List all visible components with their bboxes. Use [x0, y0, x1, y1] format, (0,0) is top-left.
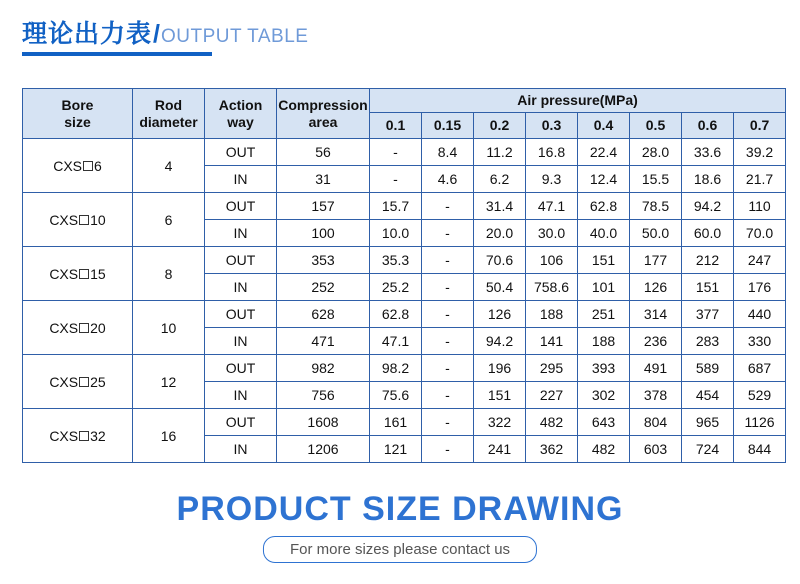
cell-force-value: 1126 [734, 409, 786, 436]
cell-action-way: OUT [205, 247, 277, 274]
cell-force-value: 314 [630, 301, 682, 328]
cell-rod-diameter: 16 [133, 409, 205, 463]
square-glyph-icon [83, 161, 93, 171]
cell-force-value: 6.2 [474, 166, 526, 193]
table-head [23, 89, 786, 139]
footer-title: PRODUCT SIZE DRAWING [176, 490, 624, 528]
cell-compression-area: 100 [277, 220, 370, 247]
column-header-pressure-3: 0.3 [526, 113, 578, 139]
header-title-en: OUTPUT TABLE [160, 26, 309, 47]
column-header-rod-diameter [133, 89, 205, 139]
cell-force-value: 62.8 [370, 301, 422, 328]
column-header-pressure-4: 0.4 [578, 113, 630, 139]
cell-force-value: 454 [682, 382, 734, 409]
cell-action-way: OUT [205, 193, 277, 220]
contact-pill: For more sizes please contact us [263, 536, 537, 563]
output-table [22, 88, 786, 463]
cell-action-way: IN [205, 274, 277, 301]
cell-compression-area: 31 [277, 166, 370, 193]
column-header-pressure-5: 0.5 [630, 113, 682, 139]
cell-force-value: 482 [526, 409, 578, 436]
cell-bore-size [23, 139, 133, 193]
cell-force-value: 188 [578, 328, 630, 355]
cell-force-value: 15.7 [370, 193, 422, 220]
cell-force-value: 15.5 [630, 166, 682, 193]
column-header-pressure-6: 0.6 [682, 113, 734, 139]
cell-force-value: - [422, 382, 474, 409]
cell-force-value: - [422, 355, 474, 382]
cell-force-value: - [422, 220, 474, 247]
page-header [22, 14, 308, 50]
cell-force-value: 50.0 [630, 220, 682, 247]
cell-force-value: 177 [630, 247, 682, 274]
cell-force-value: 28.0 [630, 139, 682, 166]
cell-force-value: 126 [630, 274, 682, 301]
table-row [23, 139, 786, 166]
cell-rod-diameter: 4 [133, 139, 205, 193]
cell-force-value: - [422, 193, 474, 220]
cell-force-value: 16.8 [526, 139, 578, 166]
bore-size-line1: Bore [61, 97, 94, 114]
bore-prefix: CXS [49, 319, 79, 336]
table-row [23, 301, 786, 328]
cell-force-value: - [370, 139, 422, 166]
rod-diameter-line2: diameter [139, 113, 198, 130]
table-row [23, 193, 786, 220]
cell-force-value: 75.6 [370, 382, 422, 409]
bore-suffix: 10 [90, 211, 106, 228]
square-glyph-icon [79, 323, 89, 333]
bore-prefix: CXS [49, 427, 79, 444]
bore-prefix: CXS [49, 265, 79, 282]
cell-force-value: 212 [682, 247, 734, 274]
column-header-action-way: Action way [205, 89, 277, 139]
cell-force-value: 11.2 [474, 139, 526, 166]
column-header-pressure-1: 0.15 [422, 113, 474, 139]
header-separator: / [153, 20, 160, 48]
cell-force-value: - [422, 274, 474, 301]
bore-suffix: 6 [94, 157, 102, 174]
column-header-pressure-0: 0.1 [370, 113, 422, 139]
cell-force-value: 188 [526, 301, 578, 328]
cell-compression-area: 353 [277, 247, 370, 274]
cell-force-value: 35.3 [370, 247, 422, 274]
cell-force-value: 151 [474, 382, 526, 409]
cell-force-value: 491 [630, 355, 682, 382]
cell-force-value: - [422, 436, 474, 463]
cell-action-way: OUT [205, 355, 277, 382]
cell-compression-area: 1206 [277, 436, 370, 463]
cell-force-value: 50.4 [474, 274, 526, 301]
cell-compression-area: 471 [277, 328, 370, 355]
cell-force-value: 236 [630, 328, 682, 355]
cell-force-value: 176 [734, 274, 786, 301]
column-header-pressure-7: 0.7 [734, 113, 786, 139]
square-glyph-icon [79, 377, 89, 387]
bore-prefix: CXS [49, 373, 79, 390]
cell-force-value: 21.7 [734, 166, 786, 193]
bore-suffix: 20 [90, 319, 106, 336]
bore-size-line2: size [64, 113, 91, 130]
cell-force-value: 121 [370, 436, 422, 463]
cell-force-value: 39.2 [734, 139, 786, 166]
square-glyph-icon [79, 431, 89, 441]
cell-force-value: 482 [578, 436, 630, 463]
cell-compression-area: 56 [277, 139, 370, 166]
square-glyph-icon [79, 215, 89, 225]
cell-bore-size [23, 193, 133, 247]
cell-force-value: 12.4 [578, 166, 630, 193]
cell-force-value: 758.6 [526, 274, 578, 301]
cell-force-value: - [370, 166, 422, 193]
column-header-air-pressure: Air pressure(MPa) [370, 89, 786, 113]
cell-force-value: 98.2 [370, 355, 422, 382]
cell-rod-diameter: 8 [133, 247, 205, 301]
cell-compression-area: 157 [277, 193, 370, 220]
cell-force-value: 362 [526, 436, 578, 463]
cell-force-value: - [422, 328, 474, 355]
cell-force-value: 302 [578, 382, 630, 409]
cell-action-way: IN [205, 436, 277, 463]
cell-rod-diameter: 10 [133, 301, 205, 355]
bore-suffix: 32 [90, 427, 106, 444]
cell-action-way: OUT [205, 301, 277, 328]
cell-force-value: 804 [630, 409, 682, 436]
cell-force-value: 295 [526, 355, 578, 382]
header-title-cn: 理论出力表 [22, 19, 153, 48]
cell-action-way: IN [205, 220, 277, 247]
cell-force-value: - [422, 409, 474, 436]
cell-bore-size [23, 409, 133, 463]
table-row [23, 409, 786, 436]
cell-bore-size [23, 355, 133, 409]
cell-force-value: 94.2 [682, 193, 734, 220]
cell-action-way: OUT [205, 409, 277, 436]
column-header-bore-size [23, 89, 133, 139]
cell-force-value: 126 [474, 301, 526, 328]
cell-force-value: 31.4 [474, 193, 526, 220]
cell-compression-area: 1608 [277, 409, 370, 436]
cell-rod-diameter: 6 [133, 193, 205, 247]
cell-compression-area: 756 [277, 382, 370, 409]
cell-force-value: 60.0 [682, 220, 734, 247]
cell-force-value: 30.0 [526, 220, 578, 247]
cell-force-value: 643 [578, 409, 630, 436]
cell-force-value: 9.3 [526, 166, 578, 193]
bore-prefix: CXS [53, 157, 82, 174]
cell-force-value: 283 [682, 328, 734, 355]
table-row [23, 247, 786, 274]
cell-force-value: 94.2 [474, 328, 526, 355]
cell-force-value: 241 [474, 436, 526, 463]
cell-force-value: 687 [734, 355, 786, 382]
cell-force-value: 161 [370, 409, 422, 436]
cell-action-way: IN [205, 328, 277, 355]
cell-force-value: 330 [734, 328, 786, 355]
cell-force-value: - [422, 247, 474, 274]
cell-force-value: 196 [474, 355, 526, 382]
cell-force-value: 40.0 [578, 220, 630, 247]
cell-force-value: 106 [526, 247, 578, 274]
cell-force-value: 22.4 [578, 139, 630, 166]
cell-force-value: 78.5 [630, 193, 682, 220]
cell-force-value: 20.0 [474, 220, 526, 247]
cell-action-way: OUT [205, 139, 277, 166]
bore-prefix: CXS [49, 211, 79, 228]
cell-force-value: 101 [578, 274, 630, 301]
cell-bore-size [23, 301, 133, 355]
cell-force-value: 62.8 [578, 193, 630, 220]
cell-force-value: 47.1 [370, 328, 422, 355]
cell-force-value: 844 [734, 436, 786, 463]
cell-force-value: 25.2 [370, 274, 422, 301]
cell-force-value: 603 [630, 436, 682, 463]
cell-force-value: 70.6 [474, 247, 526, 274]
cell-rod-diameter: 12 [133, 355, 205, 409]
cell-bore-size [23, 247, 133, 301]
cell-force-value: 151 [682, 274, 734, 301]
cell-force-value: 4.6 [422, 166, 474, 193]
cell-force-value: 227 [526, 382, 578, 409]
cell-force-value: 529 [734, 382, 786, 409]
cell-compression-area: 982 [277, 355, 370, 382]
cell-action-way: IN [205, 382, 277, 409]
cell-action-way: IN [205, 166, 277, 193]
cell-force-value: 965 [682, 409, 734, 436]
cell-force-value: 378 [630, 382, 682, 409]
cell-force-value: 110 [734, 193, 786, 220]
cell-force-value: 440 [734, 301, 786, 328]
cell-compression-area: 252 [277, 274, 370, 301]
cell-force-value: 251 [578, 301, 630, 328]
cell-force-value: 377 [682, 301, 734, 328]
bore-suffix: 25 [90, 373, 106, 390]
cell-force-value: 393 [578, 355, 630, 382]
cell-force-value: - [422, 301, 474, 328]
cell-force-value: 33.6 [682, 139, 734, 166]
cell-force-value: 10.0 [370, 220, 422, 247]
cell-compression-area: 628 [277, 301, 370, 328]
cell-force-value: 322 [474, 409, 526, 436]
cell-force-value: 724 [682, 436, 734, 463]
cell-force-value: 18.6 [682, 166, 734, 193]
rod-diameter-line1: Rod [154, 97, 183, 114]
bore-suffix: 15 [90, 265, 106, 282]
square-glyph-icon [79, 269, 89, 279]
cell-force-value: 47.1 [526, 193, 578, 220]
cell-force-value: 8.4 [422, 139, 474, 166]
table-body [23, 139, 786, 463]
cell-force-value: 247 [734, 247, 786, 274]
column-header-pressure-2: 0.2 [474, 113, 526, 139]
column-header-compression-area [277, 89, 370, 139]
table-head-row-1 [23, 89, 786, 113]
cell-force-value: 141 [526, 328, 578, 355]
header-underline [22, 52, 212, 56]
compression-area-line1: Compression [278, 97, 368, 114]
cell-force-value: 151 [578, 247, 630, 274]
compression-area-line2: area [308, 113, 338, 130]
cell-force-value: 70.0 [734, 220, 786, 247]
cell-force-value: 589 [682, 355, 734, 382]
table-row [23, 355, 786, 382]
output-table-wrapper [22, 88, 779, 463]
